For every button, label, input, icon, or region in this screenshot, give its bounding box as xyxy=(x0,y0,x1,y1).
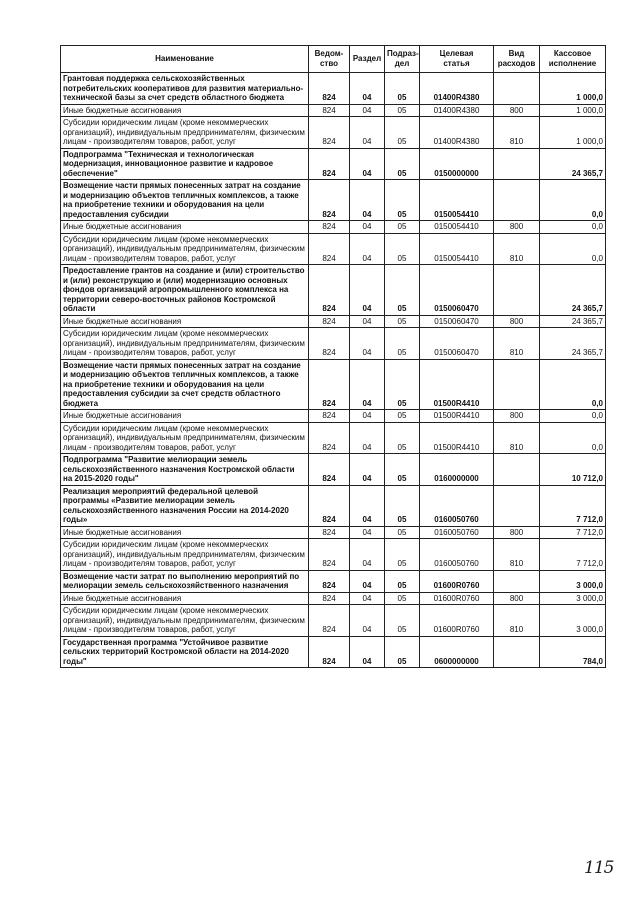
cell-subsection: 05 xyxy=(385,148,420,180)
cell-subsection: 05 xyxy=(385,454,420,486)
cell-target: 01400R4380 xyxy=(420,73,494,105)
cell-section: 04 xyxy=(350,328,385,360)
cell-amount: 1 000,0 xyxy=(540,73,606,105)
cell-dept: 824 xyxy=(309,221,350,234)
cell-subsection: 05 xyxy=(385,73,420,105)
cell-dept: 824 xyxy=(309,233,350,265)
table-row xyxy=(61,410,606,423)
table-row xyxy=(61,265,606,316)
cell-kind xyxy=(494,148,540,180)
cell-amount: 10 712,0 xyxy=(540,454,606,486)
cell-subsection: 05 xyxy=(385,315,420,328)
cell-section: 04 xyxy=(350,592,385,605)
cell-dept: 824 xyxy=(309,454,350,486)
page-number: 115 xyxy=(584,858,614,878)
table-row xyxy=(61,315,606,328)
cell-target: 0150060470 xyxy=(420,315,494,328)
cell-name: Субсидии юридическим лицам (кроме некоммерческих организаций), индивидуальным предпринимателям, физическим лицам - производителям товаров, работ, услуг xyxy=(61,605,309,637)
cell-amount: 0,0 xyxy=(540,422,606,454)
cell-amount: 7 712,0 xyxy=(540,485,606,526)
cell-amount: 0,0 xyxy=(540,233,606,265)
cell-name: Государственная программа "Устойчивое развитие сельских территорий Костромской области на 2014-2020 годы" xyxy=(61,636,309,668)
cell-amount: 24 365,7 xyxy=(540,315,606,328)
cell-amount: 0,0 xyxy=(540,180,606,221)
cell-amount: 784,0 xyxy=(540,636,606,668)
cell-dept: 824 xyxy=(309,315,350,328)
cell-section: 04 xyxy=(350,233,385,265)
cell-name: Субсидии юридическим лицам (кроме некоммерческих организаций), индивидуальным предпринимателям, физическим лицам - производителям товаров, работ, услуг xyxy=(61,117,309,149)
cell-section: 04 xyxy=(350,526,385,539)
cell-section: 04 xyxy=(350,605,385,637)
cell-subsection: 05 xyxy=(385,570,420,592)
cell-target: 0150000000 xyxy=(420,148,494,180)
table-row xyxy=(61,117,606,149)
cell-dept: 824 xyxy=(309,73,350,105)
cell-name: Иные бюджетные ассигнования xyxy=(61,221,309,234)
cell-target: 0150054410 xyxy=(420,221,494,234)
cell-kind: 800 xyxy=(494,104,540,117)
cell-name: Иные бюджетные ассигнования xyxy=(61,315,309,328)
cell-kind: 800 xyxy=(494,526,540,539)
cell-kind: 800 xyxy=(494,592,540,605)
cell-dept: 824 xyxy=(309,359,350,410)
cell-name: Иные бюджетные ассигнования xyxy=(61,526,309,539)
cell-section: 04 xyxy=(350,410,385,423)
cell-name: Субсидии юридическим лицам (кроме некоммерческих организаций), индивидуальным предпринимателям, физическим лицам - производителям товаров, работ, услуг xyxy=(61,539,309,571)
cell-dept: 824 xyxy=(309,410,350,423)
cell-target: 0160050760 xyxy=(420,539,494,571)
cell-section: 04 xyxy=(350,180,385,221)
table-row xyxy=(61,422,606,454)
cell-amount: 3 000,0 xyxy=(540,605,606,637)
table-row xyxy=(61,636,606,668)
table-row xyxy=(61,539,606,571)
table-body xyxy=(61,73,606,668)
cell-name: Возмещение части затрат по выполнению мероприятий по мелиорации земель сельскохозяйственного назначения xyxy=(61,570,309,592)
cell-section: 04 xyxy=(350,315,385,328)
cell-kind xyxy=(494,636,540,668)
cell-name: Иные бюджетные ассигнования xyxy=(61,410,309,423)
cell-name: Предоставление грантов на создание и (или) строительство и (или) реконструкцию и (или) модернизацию основных фондов организаций агропромышленного комплекса на территории северо-восточных районов Костромской области xyxy=(61,265,309,316)
cell-target: 0150054410 xyxy=(420,180,494,221)
cell-dept: 824 xyxy=(309,539,350,571)
cell-section: 04 xyxy=(350,221,385,234)
cell-name: Субсидии юридическим лицам (кроме некоммерческих организаций), индивидуальным предпринимателям, физическим лицам - производителям товаров, работ, услуг xyxy=(61,328,309,360)
cell-target: 0160000000 xyxy=(420,454,494,486)
cell-kind: 810 xyxy=(494,328,540,360)
cell-target: 0150054410 xyxy=(420,233,494,265)
cell-dept: 824 xyxy=(309,422,350,454)
cell-section: 04 xyxy=(350,265,385,316)
header-row xyxy=(61,46,606,73)
cell-dept: 824 xyxy=(309,605,350,637)
cell-section: 04 xyxy=(350,148,385,180)
cell-name: Возмещение части прямых понесенных затрат на создание и модернизацию объектов тепличных комплексов, а также на приобретение техники и оборудования на цели предоставления субсидии за счет средств областного бюджета xyxy=(61,359,309,410)
table-row xyxy=(61,233,606,265)
cell-name: Грантовая поддержка сельскохозяйственных потребительских кооперативов для развития материально-технической базы за счет средств областного бюджета xyxy=(61,73,309,105)
cell-dept: 824 xyxy=(309,526,350,539)
cell-section: 04 xyxy=(350,539,385,571)
table-row xyxy=(61,570,606,592)
cell-subsection: 05 xyxy=(385,104,420,117)
cell-section: 04 xyxy=(350,359,385,410)
table-row xyxy=(61,221,606,234)
cell-kind: 800 xyxy=(494,221,540,234)
cell-section: 04 xyxy=(350,485,385,526)
cell-subsection: 05 xyxy=(385,221,420,234)
cell-target: 01500R4410 xyxy=(420,359,494,410)
cell-target: 0150060470 xyxy=(420,328,494,360)
cell-dept: 824 xyxy=(309,636,350,668)
cell-amount: 7 712,0 xyxy=(540,526,606,539)
cell-dept: 824 xyxy=(309,117,350,149)
cell-amount: 3 000,0 xyxy=(540,592,606,605)
cell-kind xyxy=(494,570,540,592)
cell-amount: 1 000,0 xyxy=(540,104,606,117)
table-row xyxy=(61,359,606,410)
cell-amount: 24 365,7 xyxy=(540,148,606,180)
cell-kind xyxy=(494,73,540,105)
cell-section: 04 xyxy=(350,104,385,117)
cell-dept: 824 xyxy=(309,180,350,221)
cell-kind: 810 xyxy=(494,422,540,454)
budget-execution-table xyxy=(60,45,606,668)
cell-subsection: 05 xyxy=(385,265,420,316)
header-kind: Вид расходов xyxy=(494,46,540,73)
cell-amount: 3 000,0 xyxy=(540,570,606,592)
cell-subsection: 05 xyxy=(385,539,420,571)
cell-dept: 824 xyxy=(309,592,350,605)
cell-target: 01500R4410 xyxy=(420,422,494,454)
cell-subsection: 05 xyxy=(385,485,420,526)
cell-target: 01400R4380 xyxy=(420,117,494,149)
cell-subsection: 05 xyxy=(385,526,420,539)
cell-dept: 824 xyxy=(309,104,350,117)
cell-amount: 7 712,0 xyxy=(540,539,606,571)
cell-target: 0150060470 xyxy=(420,265,494,316)
table-row xyxy=(61,454,606,486)
cell-target: 01400R4380 xyxy=(420,104,494,117)
cell-target: 0600000000 xyxy=(420,636,494,668)
cell-section: 04 xyxy=(350,454,385,486)
cell-name: Иные бюджетные ассигнования xyxy=(61,104,309,117)
cell-amount: 1 000,0 xyxy=(540,117,606,149)
cell-amount: 0,0 xyxy=(540,359,606,410)
header-section: Раздел xyxy=(350,46,385,73)
header-target: Целевая статья xyxy=(420,46,494,73)
cell-kind: 810 xyxy=(494,605,540,637)
cell-section: 04 xyxy=(350,73,385,105)
cell-subsection: 05 xyxy=(385,359,420,410)
cell-dept: 824 xyxy=(309,485,350,526)
header-amount: Кассовое исполнение xyxy=(540,46,606,73)
cell-section: 04 xyxy=(350,422,385,454)
cell-amount: 0,0 xyxy=(540,221,606,234)
cell-subsection: 05 xyxy=(385,636,420,668)
cell-subsection: 05 xyxy=(385,605,420,637)
table-row xyxy=(61,73,606,105)
table-row xyxy=(61,180,606,221)
cell-kind xyxy=(494,485,540,526)
cell-dept: 824 xyxy=(309,148,350,180)
cell-kind xyxy=(494,359,540,410)
cell-section: 04 xyxy=(350,570,385,592)
cell-subsection: 05 xyxy=(385,328,420,360)
cell-name: Субсидии юридическим лицам (кроме некоммерческих организаций), индивидуальным предпринимателям, физическим лицам - производителям товаров, работ, услуг xyxy=(61,422,309,454)
table-header xyxy=(61,46,606,73)
cell-subsection: 05 xyxy=(385,233,420,265)
header-dept: Ведом- ство xyxy=(309,46,350,73)
cell-subsection: 05 xyxy=(385,410,420,423)
table-row xyxy=(61,148,606,180)
cell-kind: 810 xyxy=(494,117,540,149)
cell-target: 0160050760 xyxy=(420,485,494,526)
cell-kind: 810 xyxy=(494,539,540,571)
cell-kind: 810 xyxy=(494,233,540,265)
cell-target: 01500R4410 xyxy=(420,410,494,423)
cell-target: 01600R0760 xyxy=(420,570,494,592)
cell-kind xyxy=(494,265,540,316)
cell-name: Реализация мероприятий федеральной целевой программы «Развитие мелиорации земель сельскохозяйственного назначения России на 2014-2020 годы» xyxy=(61,485,309,526)
cell-amount: 24 365,7 xyxy=(540,265,606,316)
header-subsection: Подраз- дел xyxy=(385,46,420,73)
cell-target: 0160050760 xyxy=(420,526,494,539)
table-row xyxy=(61,526,606,539)
cell-name: Возмещение части прямых понесенных затрат на создание и модернизацию объектов тепличных комплексов, а также на приобретение техники и оборудования на цели предоставления субсидии xyxy=(61,180,309,221)
cell-target: 01600R0760 xyxy=(420,592,494,605)
cell-amount: 0,0 xyxy=(540,410,606,423)
cell-dept: 824 xyxy=(309,265,350,316)
cell-kind xyxy=(494,180,540,221)
cell-kind: 800 xyxy=(494,410,540,423)
cell-kind: 800 xyxy=(494,315,540,328)
cell-section: 04 xyxy=(350,117,385,149)
table-row xyxy=(61,485,606,526)
cell-dept: 824 xyxy=(309,570,350,592)
table-row xyxy=(61,592,606,605)
cell-name: Иные бюджетные ассигнования xyxy=(61,592,309,605)
cell-name: Подпрограмма "Техническая и технологическая модернизация, инновационное развитие и кадровое обеспечение" xyxy=(61,148,309,180)
cell-amount: 24 365,7 xyxy=(540,328,606,360)
cell-target: 01600R0760 xyxy=(420,605,494,637)
table-row xyxy=(61,328,606,360)
table-row xyxy=(61,104,606,117)
cell-subsection: 05 xyxy=(385,180,420,221)
header-name: Наименование xyxy=(61,46,309,73)
cell-subsection: 05 xyxy=(385,592,420,605)
cell-dept: 824 xyxy=(309,328,350,360)
cell-subsection: 05 xyxy=(385,422,420,454)
table-row xyxy=(61,605,606,637)
cell-name: Подпрограмма "Развитие мелиорации земель сельскохозяйственного назначения Костромской области на 2015-2020 годы" xyxy=(61,454,309,486)
cell-name: Субсидии юридическим лицам (кроме некоммерческих организаций), индивидуальным предпринимателям, физическим лицам - производителям товаров, работ, услуг xyxy=(61,233,309,265)
cell-subsection: 05 xyxy=(385,117,420,149)
cell-kind xyxy=(494,454,540,486)
cell-section: 04 xyxy=(350,636,385,668)
